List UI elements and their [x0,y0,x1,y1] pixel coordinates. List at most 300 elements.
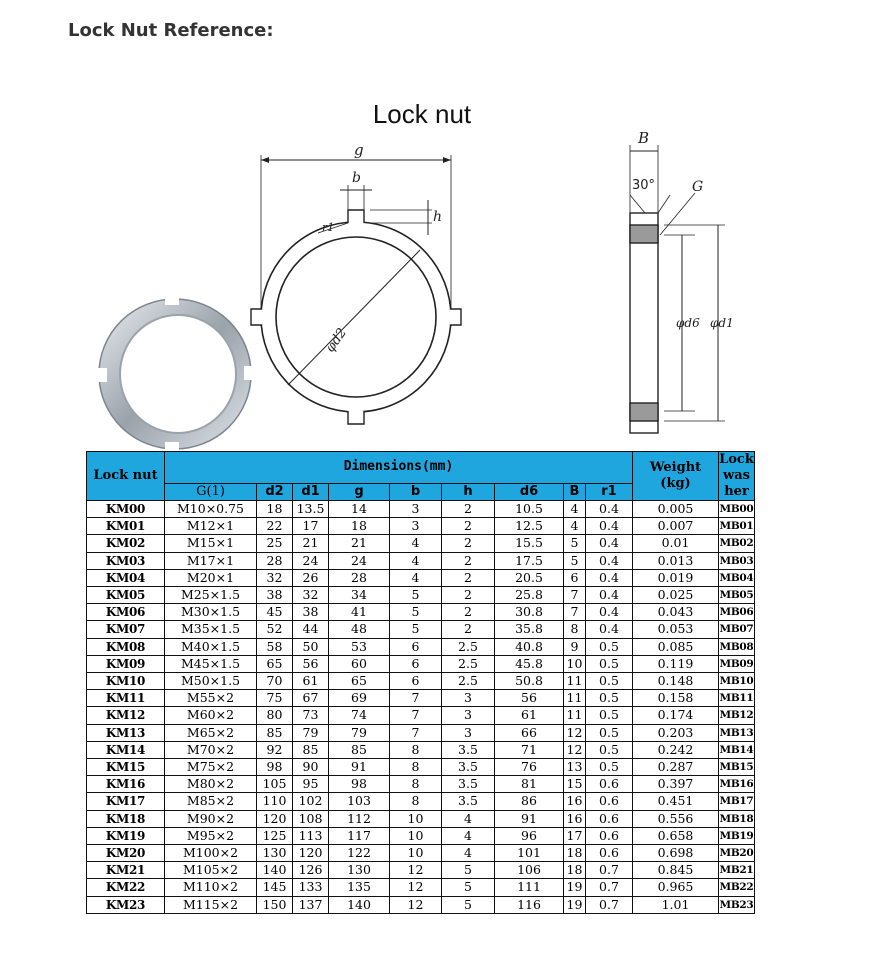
cell-d6: 81 [495,776,564,793]
figure-title: Lock nut [372,99,472,129]
cell-d6: 101 [495,845,564,862]
cell-mb: MB02 [719,535,755,552]
cell-b: 12 [390,896,442,913]
cell-d2: 105 [257,776,293,793]
subheader-d6: d6 [495,483,564,501]
cell-B: 11 [564,707,586,724]
cell-B: 5 [564,535,586,552]
cell-d2: 150 [257,896,293,913]
cell-h: 3 [442,707,495,724]
cell-G: M20×1 [165,569,257,586]
cell-g: 117 [329,827,390,844]
cell-d1: 44 [293,621,329,638]
cell-d6: 20.5 [495,569,564,586]
cell-B: 5 [564,552,586,569]
cell-G: M60×2 [165,707,257,724]
cell-d6: 12.5 [495,518,564,535]
cell-d6: 25.8 [495,587,564,604]
cell-d6: 50.8 [495,673,564,690]
cell-d1: 85 [293,741,329,758]
table-row [87,690,755,707]
cell-d2: 140 [257,862,293,879]
cell-g: 69 [329,690,390,707]
cell-b: 7 [390,724,442,741]
cell-h: 5 [442,862,495,879]
cell-b: 8 [390,759,442,776]
cell-r1: 0.7 [586,879,633,896]
cell-w: 0.451 [633,793,719,810]
cell-w: 0.174 [633,707,719,724]
cell-B: 11 [564,673,586,690]
table-row [87,535,755,552]
subheader-B: B [564,483,586,501]
cell-b: 6 [390,638,442,655]
cell-B: 7 [564,604,586,621]
cell-d6: 35.8 [495,621,564,638]
cell-g: 103 [329,793,390,810]
table-row [87,569,755,586]
cell-h: 4 [442,827,495,844]
cell-nut: KM07 [87,621,165,638]
cell-d1: 26 [293,569,329,586]
cell-g: 21 [329,535,390,552]
cell-h: 3 [442,724,495,741]
cell-r1: 0.5 [586,690,633,707]
cell-d2: 70 [257,673,293,690]
cell-d2: 45 [257,604,293,621]
lock-nut-photo [97,295,254,452]
label-d2: φd2 [322,325,351,356]
cell-b: 5 [390,621,442,638]
cell-d2: 52 [257,621,293,638]
cell-mb: MB17 [719,793,755,810]
cell-d2: 32 [257,569,293,586]
cell-h: 5 [442,879,495,896]
cell-h: 4 [442,810,495,827]
label-g: g [354,141,364,159]
cell-w: 0.013 [633,552,719,569]
cell-nut: KM01 [87,518,165,535]
cell-mb: MB13 [719,724,755,741]
cell-w: 0.397 [633,776,719,793]
cell-d2: 18 [257,501,293,518]
cell-d1: 67 [293,690,329,707]
cell-r1: 0.4 [586,621,633,638]
cell-h: 2 [442,518,495,535]
cell-G: M65×2 [165,724,257,741]
cell-G: M50×1.5 [165,673,257,690]
cell-d1: 61 [293,673,329,690]
label-G: G [692,179,704,195]
lock-nut-table [86,451,755,914]
cell-g: 130 [329,862,390,879]
cell-G: M85×2 [165,793,257,810]
label-angle: 30° [632,178,656,193]
cell-d1: 90 [293,759,329,776]
cell-B: 11 [564,690,586,707]
cell-w: 0.965 [633,879,719,896]
cell-d1: 56 [293,655,329,672]
cell-nut: KM20 [87,845,165,862]
cell-B: 18 [564,862,586,879]
cell-nut: KM23 [87,896,165,913]
cell-G: M95×2 [165,827,257,844]
cell-nut: KM13 [87,724,165,741]
cell-h: 3.5 [442,793,495,810]
label-r1: r1 [322,221,335,234]
cell-w: 0.845 [633,862,719,879]
cell-mb: MB08 [719,638,755,655]
table-row [87,587,755,604]
table-row [87,518,755,535]
cell-w: 0.242 [633,741,719,758]
cell-w: 0.007 [633,518,719,535]
cell-G: M105×2 [165,862,257,879]
cell-d1: 79 [293,724,329,741]
cell-B: 16 [564,810,586,827]
cell-d6: 66 [495,724,564,741]
cell-G: M75×2 [165,759,257,776]
cell-r1: 0.6 [586,776,633,793]
cell-h: 2 [442,621,495,638]
cell-d6: 40.8 [495,638,564,655]
cell-w: 0.053 [633,621,719,638]
cell-b: 10 [390,810,442,827]
cell-d6: 91 [495,810,564,827]
cell-b: 8 [390,741,442,758]
cell-d1: 137 [293,896,329,913]
cell-r1: 0.4 [586,604,633,621]
cell-g: 135 [329,879,390,896]
cell-G: M55×2 [165,690,257,707]
cell-mb: MB09 [719,655,755,672]
cell-r1: 0.5 [586,673,633,690]
cell-d6: 45.8 [495,655,564,672]
table-row [87,552,755,569]
label-B: B [638,129,650,147]
cell-b: 7 [390,690,442,707]
cell-r1: 0.6 [586,827,633,844]
cell-b: 6 [390,655,442,672]
cell-nut: KM11 [87,690,165,707]
cell-mb: MB06 [719,604,755,621]
table-row [87,896,755,913]
cell-B: 4 [564,518,586,535]
cell-w: 0.698 [633,845,719,862]
table-row [87,845,755,862]
cell-h: 5 [442,896,495,913]
cell-d1: 38 [293,604,329,621]
cell-w: 0.085 [633,638,719,655]
cell-r1: 0.4 [586,552,633,569]
cell-r1: 0.5 [586,724,633,741]
cell-B: 8 [564,621,586,638]
cell-w: 0.287 [633,759,719,776]
cell-w: 1.01 [633,896,719,913]
cell-h: 2 [442,552,495,569]
cell-G: M25×1.5 [165,587,257,604]
cell-d6: 71 [495,741,564,758]
cell-mb: MB07 [719,621,755,638]
cell-h: 2 [442,569,495,586]
cell-B: 19 [564,879,586,896]
cell-mb: MB05 [719,587,755,604]
cell-mb: MB11 [719,690,755,707]
cell-d1: 73 [293,707,329,724]
cell-G: M45×1.5 [165,655,257,672]
cell-nut: KM02 [87,535,165,552]
cell-d1: 13.5 [293,501,329,518]
cell-w: 0.158 [633,690,719,707]
cell-h: 2.5 [442,673,495,690]
cell-nut: KM16 [87,776,165,793]
table-header-row [87,452,755,484]
cell-G: M40×1.5 [165,638,257,655]
cell-b: 10 [390,845,442,862]
cell-h: 2.5 [442,655,495,672]
label-d1: φd1 [710,316,734,330]
table-row [87,638,755,655]
cell-d6: 76 [495,759,564,776]
cell-h: 2 [442,501,495,518]
table-row [87,862,755,879]
cell-d6: 116 [495,896,564,913]
cell-B: 9 [564,638,586,655]
cell-nut: KM12 [87,707,165,724]
cell-d2: 130 [257,845,293,862]
cell-G: M90×2 [165,810,257,827]
cell-G: M70×2 [165,741,257,758]
cell-g: 140 [329,896,390,913]
cell-nut: KM18 [87,810,165,827]
cell-G: M35×1.5 [165,621,257,638]
cell-G: M15×1 [165,535,257,552]
cell-g: 60 [329,655,390,672]
cell-b: 4 [390,569,442,586]
table-row [87,707,755,724]
cell-h: 3.5 [442,741,495,758]
cell-mb: MB21 [719,862,755,879]
cell-w: 0.119 [633,655,719,672]
cell-d6: 111 [495,879,564,896]
page-heading: Lock Nut Reference: [68,20,274,41]
cell-B: 18 [564,845,586,862]
cell-h: 2.5 [442,638,495,655]
cell-b: 12 [390,879,442,896]
cell-d1: 126 [293,862,329,879]
cell-h: 2 [442,604,495,621]
cell-d6: 106 [495,862,564,879]
cell-r1: 0.4 [586,518,633,535]
cell-h: 4 [442,845,495,862]
cell-G: M80×2 [165,776,257,793]
cell-d1: 32 [293,587,329,604]
cell-d6: 86 [495,793,564,810]
cell-mb: MB04 [719,569,755,586]
cell-G: M17×1 [165,552,257,569]
cell-mb: MB03 [719,552,755,569]
cell-G: M110×2 [165,879,257,896]
cell-d2: 80 [257,707,293,724]
table-row [87,827,755,844]
cell-nut: KM19 [87,827,165,844]
cell-b: 4 [390,552,442,569]
cell-d2: 58 [257,638,293,655]
cell-g: 24 [329,552,390,569]
cell-mb: MB12 [719,707,755,724]
cell-w: 0.658 [633,827,719,844]
cell-d2: 98 [257,759,293,776]
table-row [87,759,755,776]
cell-mb: MB23 [719,896,755,913]
table-row [87,741,755,758]
cell-g: 18 [329,518,390,535]
cell-d2: 65 [257,655,293,672]
cell-d2: 22 [257,518,293,535]
cell-d6: 56 [495,690,564,707]
cell-d1: 133 [293,879,329,896]
label-b: b [352,170,361,186]
cell-r1: 0.6 [586,845,633,862]
subheader-G: G(1) [165,483,257,501]
cell-mb: MB16 [719,776,755,793]
cell-h: 3 [442,690,495,707]
header-dimensions: Dimensions(mm) [165,452,633,484]
subheader-d1: d1 [293,483,329,501]
subheader-h: h [442,483,495,501]
cell-h: 3.5 [442,759,495,776]
cell-d1: 17 [293,518,329,535]
table-row [87,810,755,827]
cell-B: 12 [564,724,586,741]
table-row [87,604,755,621]
cell-w: 0.203 [633,724,719,741]
cell-d1: 24 [293,552,329,569]
table-body [87,501,755,914]
cell-B: 13 [564,759,586,776]
cell-r1: 0.5 [586,707,633,724]
cell-mb: MB00 [719,501,755,518]
cell-mb: MB15 [719,759,755,776]
cell-g: 65 [329,673,390,690]
cell-mb: MB10 [719,673,755,690]
cell-r1: 0.6 [586,810,633,827]
cell-d2: 85 [257,724,293,741]
cell-nut: KM17 [87,793,165,810]
cell-b: 7 [390,707,442,724]
cell-d2: 92 [257,741,293,758]
header-lock-washer: Lock washer [719,452,754,499]
cell-B: 6 [564,569,586,586]
label-h: h [433,209,443,225]
cell-r1: 0.7 [586,862,633,879]
cell-g: 34 [329,587,390,604]
cell-h: 2 [442,587,495,604]
cell-b: 6 [390,673,442,690]
cell-nut: KM15 [87,759,165,776]
cell-g: 28 [329,569,390,586]
cell-d1: 113 [293,827,329,844]
cell-b: 10 [390,827,442,844]
cell-nut: KM00 [87,501,165,518]
table-row [87,655,755,672]
cell-w: 0.556 [633,810,719,827]
cell-G: M30×1.5 [165,604,257,621]
cell-g: 48 [329,621,390,638]
lock-nut-figure [70,85,780,453]
cell-nut: KM21 [87,862,165,879]
cell-B: 16 [564,793,586,810]
front-view-drawing [251,155,461,424]
cell-mb: MB22 [719,879,755,896]
cell-d6: 96 [495,827,564,844]
cell-b: 12 [390,862,442,879]
cell-d1: 50 [293,638,329,655]
cell-r1: 0.4 [586,569,633,586]
table-row [87,501,755,518]
cell-b: 3 [390,501,442,518]
cell-d2: 110 [257,793,293,810]
cell-g: 112 [329,810,390,827]
cell-w: 0.01 [633,535,719,552]
cell-r1: 0.5 [586,759,633,776]
cell-d2: 145 [257,879,293,896]
cell-mb: MB18 [719,810,755,827]
cell-h: 2 [442,535,495,552]
subheader-g: g [329,483,390,501]
cell-B: 10 [564,655,586,672]
cell-d1: 120 [293,845,329,862]
cell-w: 0.019 [633,569,719,586]
cell-nut: KM03 [87,552,165,569]
cell-B: 17 [564,827,586,844]
cell-r1: 0.5 [586,655,633,672]
subheader-d2: d2 [257,483,293,501]
header-weight: Weight (kg) [633,452,719,501]
cell-g: 98 [329,776,390,793]
cell-g: 85 [329,741,390,758]
table-row [87,724,755,741]
cell-nut: KM22 [87,879,165,896]
cell-mb: MB14 [719,741,755,758]
cell-nut: KM04 [87,569,165,586]
cell-w: 0.043 [633,604,719,621]
cell-d2: 25 [257,535,293,552]
subheader-r1: r1 [586,483,633,501]
cell-d6: 17.5 [495,552,564,569]
cell-d2: 38 [257,587,293,604]
cell-d6: 61 [495,707,564,724]
cell-B: 7 [564,587,586,604]
cell-b: 8 [390,776,442,793]
cell-b: 5 [390,604,442,621]
cell-r1: 0.7 [586,896,633,913]
cell-g: 74 [329,707,390,724]
table-row [87,793,755,810]
cell-g: 91 [329,759,390,776]
cell-g: 79 [329,724,390,741]
cell-mb: MB01 [719,518,755,535]
cell-nut: KM08 [87,638,165,655]
cell-g: 122 [329,845,390,862]
cell-g: 41 [329,604,390,621]
cell-d1: 108 [293,810,329,827]
cell-b: 8 [390,793,442,810]
cell-r1: 0.4 [586,587,633,604]
cell-w: 0.025 [633,587,719,604]
cell-b: 5 [390,587,442,604]
cell-d1: 102 [293,793,329,810]
